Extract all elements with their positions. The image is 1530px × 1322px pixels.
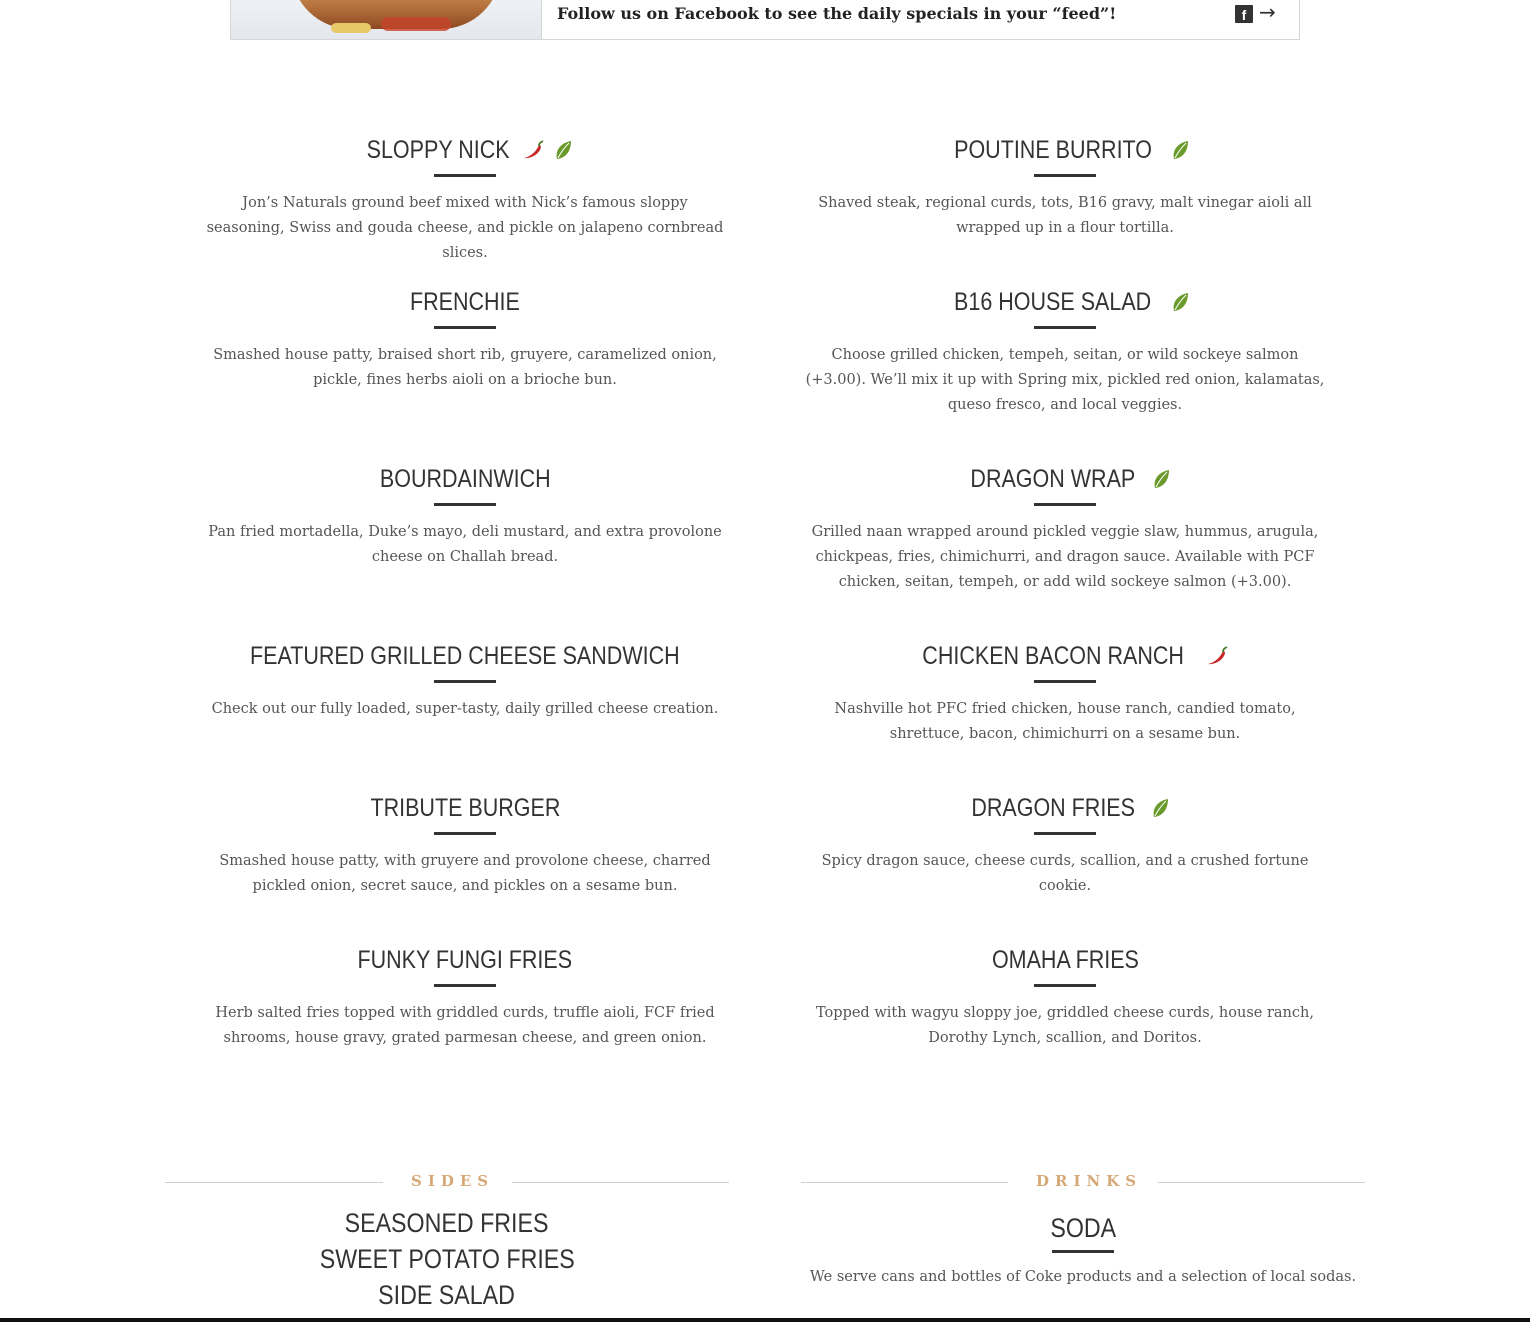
title-underline	[1034, 174, 1096, 177]
menu-item-description: Spicy dragon sauce, cheese curds, scallion, and a crushed fortune cookie.	[821, 853, 1309, 894]
page-bottom-bar	[0, 1318, 1530, 1322]
menu-item-description: Smashed house patty, braised short rib, gruyere, caramelized onion, pickle, fines herbs aioli on a brioche bun.	[213, 347, 717, 388]
drink-item-soda	[801, 1208, 1365, 1290]
leaf-icon	[1168, 138, 1192, 162]
menu-item-title: OMAHA FRIES	[991, 945, 1139, 974]
menu-item	[205, 282, 725, 393]
banner-food-photo	[231, 0, 542, 39]
menu-item-description: Choose grilled chicken, tempeh, seitan, or wild sockeye salmon (+3.00). We’ll mix it up with Spring mix, pickled red onion, kalamatas, queso fresco, and local veggies.	[805, 347, 1325, 413]
menu-item-title: CHICKEN BACON RANCH	[922, 641, 1184, 670]
menu-item-title-row	[205, 636, 725, 676]
leaf-icon	[1149, 467, 1173, 491]
drinks-label: DRINKS	[1036, 1172, 1143, 1190]
dietary-tags	[521, 138, 575, 162]
menu-item-title-row	[805, 459, 1325, 499]
title-underline	[1034, 326, 1096, 329]
drinks-section-header	[801, 1172, 1365, 1192]
menu-item-description: Grilled naan wrapped around pickled veggie slaw, hummus, arugula, chickpeas, fries, chimichurri, and dragon sauce. Available with PCF chicken, seitan, tempeh, or add wild sockeye salmon (+3.00).	[811, 524, 1319, 590]
side-item: SWEET POTATO FRIES	[319, 1244, 575, 1274]
menu-item-description: Herb salted fries topped with griddled curds, truffle aioli, FCF fried shrooms, house gravy, grated parmesan cheese, and green onion.	[215, 1005, 715, 1046]
menu-item-title: DRAGON FRIES	[971, 793, 1135, 822]
menu-item	[805, 459, 1325, 595]
leaf-icon	[551, 138, 575, 162]
leaf-icon	[1148, 796, 1172, 820]
chili-pepper-icon	[1205, 644, 1229, 668]
title-underline	[434, 503, 496, 506]
menu-item	[805, 788, 1325, 899]
leaf-icon	[1168, 290, 1192, 314]
menu-item	[205, 459, 725, 570]
title-underline	[434, 680, 496, 683]
menu-item	[205, 940, 725, 1051]
menu-item	[205, 788, 725, 899]
menu-item-title-row	[205, 788, 725, 828]
facebook-banner-text[interactable]: Follow us on Facebook to see the daily specials in your “feed”!	[557, 4, 1117, 23]
menu-item-description: Nashville hot PFC fried chicken, house ranch, candied tomato, shrettuce, bacon, chimichurri on a sesame bun.	[834, 701, 1296, 742]
side-item: SEASONED FRIES	[345, 1208, 549, 1238]
menu-item-title-row	[805, 788, 1325, 828]
menu-item	[805, 282, 1325, 418]
menu-item-description: Check out our fully loaded, super-tasty, daily grilled cheese creation.	[211, 701, 719, 717]
menu-item-title-row	[205, 130, 725, 170]
drink-description: We serve cans and bottles of Coke products and a selection of local sodas.	[809, 1269, 1357, 1285]
menu-item-title: FEATURED GRILLED CHEESE SANDWICH	[250, 641, 680, 670]
menu-item-title-row	[205, 282, 725, 322]
menu-item-title: TRIBUTE BURGER	[370, 793, 560, 822]
title-underline	[434, 174, 496, 177]
menu-item	[205, 636, 725, 722]
menu-item-description: Pan fried mortadella, Duke’s mayo, deli mustard, and extra provolone cheese on Challah bread.	[208, 524, 722, 565]
drink-title: SODA	[1050, 1212, 1116, 1243]
menu-item-title: DRAGON WRAP	[970, 464, 1136, 493]
menu-item-title: BOURDAINWICH	[379, 464, 551, 493]
menu-item-title-row	[805, 636, 1325, 676]
title-underline	[1034, 984, 1096, 987]
arrow-right-icon[interactable]: →	[1259, 0, 1276, 24]
sides-label: SIDES	[411, 1172, 495, 1190]
chili-pepper-icon	[521, 138, 545, 162]
menu-item-title: POUTINE BURRITO	[954, 135, 1152, 164]
title-underline	[1052, 1250, 1114, 1253]
menu-item	[805, 940, 1325, 1051]
title-underline	[1034, 832, 1096, 835]
menu-item-title-row	[805, 282, 1325, 322]
menu-item-title: B16 HOUSE SALAD	[954, 287, 1152, 316]
title-underline	[434, 984, 496, 987]
facebook-icon[interactable]: f	[1235, 5, 1253, 23]
menu-item	[805, 130, 1325, 241]
dietary-tags	[1148, 796, 1172, 820]
title-underline	[1034, 680, 1096, 683]
title-underline	[434, 832, 496, 835]
sides-section-header	[165, 1172, 729, 1192]
menu-item-title: SLOPPY NICK	[366, 135, 510, 164]
menu-item	[805, 636, 1325, 747]
menu-item	[205, 130, 725, 266]
dietary-tags	[1205, 644, 1229, 668]
menu-item-title-row	[205, 940, 725, 980]
facebook-banner[interactable]	[230, 0, 1300, 40]
menu-item-description: Smashed house patty, with gruyere and provolone cheese, charred pickled onion, secret sauce, and pickles on a sesame bun.	[219, 853, 711, 894]
dietary-tags	[1149, 467, 1173, 491]
menu-item-description: Shaved steak, regional curds, tots, B16 gravy, malt vinegar aioli all wrapped up in a flour tortilla.	[818, 195, 1312, 236]
dietary-tags	[1168, 138, 1192, 162]
title-underline	[434, 326, 496, 329]
menu-item-title: FRENCHIE	[410, 287, 520, 316]
menu-item-description: Topped with wagyu sloppy joe, griddled cheese curds, house ranch, Dorothy Lynch, scallion, and Doritos.	[816, 1005, 1314, 1046]
dietary-tags	[1168, 290, 1192, 314]
side-item: SIDE SALAD	[378, 1280, 516, 1310]
menu-item-title-row	[805, 130, 1325, 170]
title-underline	[1034, 503, 1096, 506]
menu-item-title: FUNKY FUNGI FRIES	[357, 945, 573, 974]
menu-item-title-row	[805, 940, 1325, 980]
menu-item-title-row	[205, 459, 725, 499]
menu-item-description: Jon’s Naturals ground beef mixed with Nick’s famous sloppy seasoning, Swiss and gouda cheese, and pickle on jalapeno cornbread slices.	[206, 195, 724, 261]
